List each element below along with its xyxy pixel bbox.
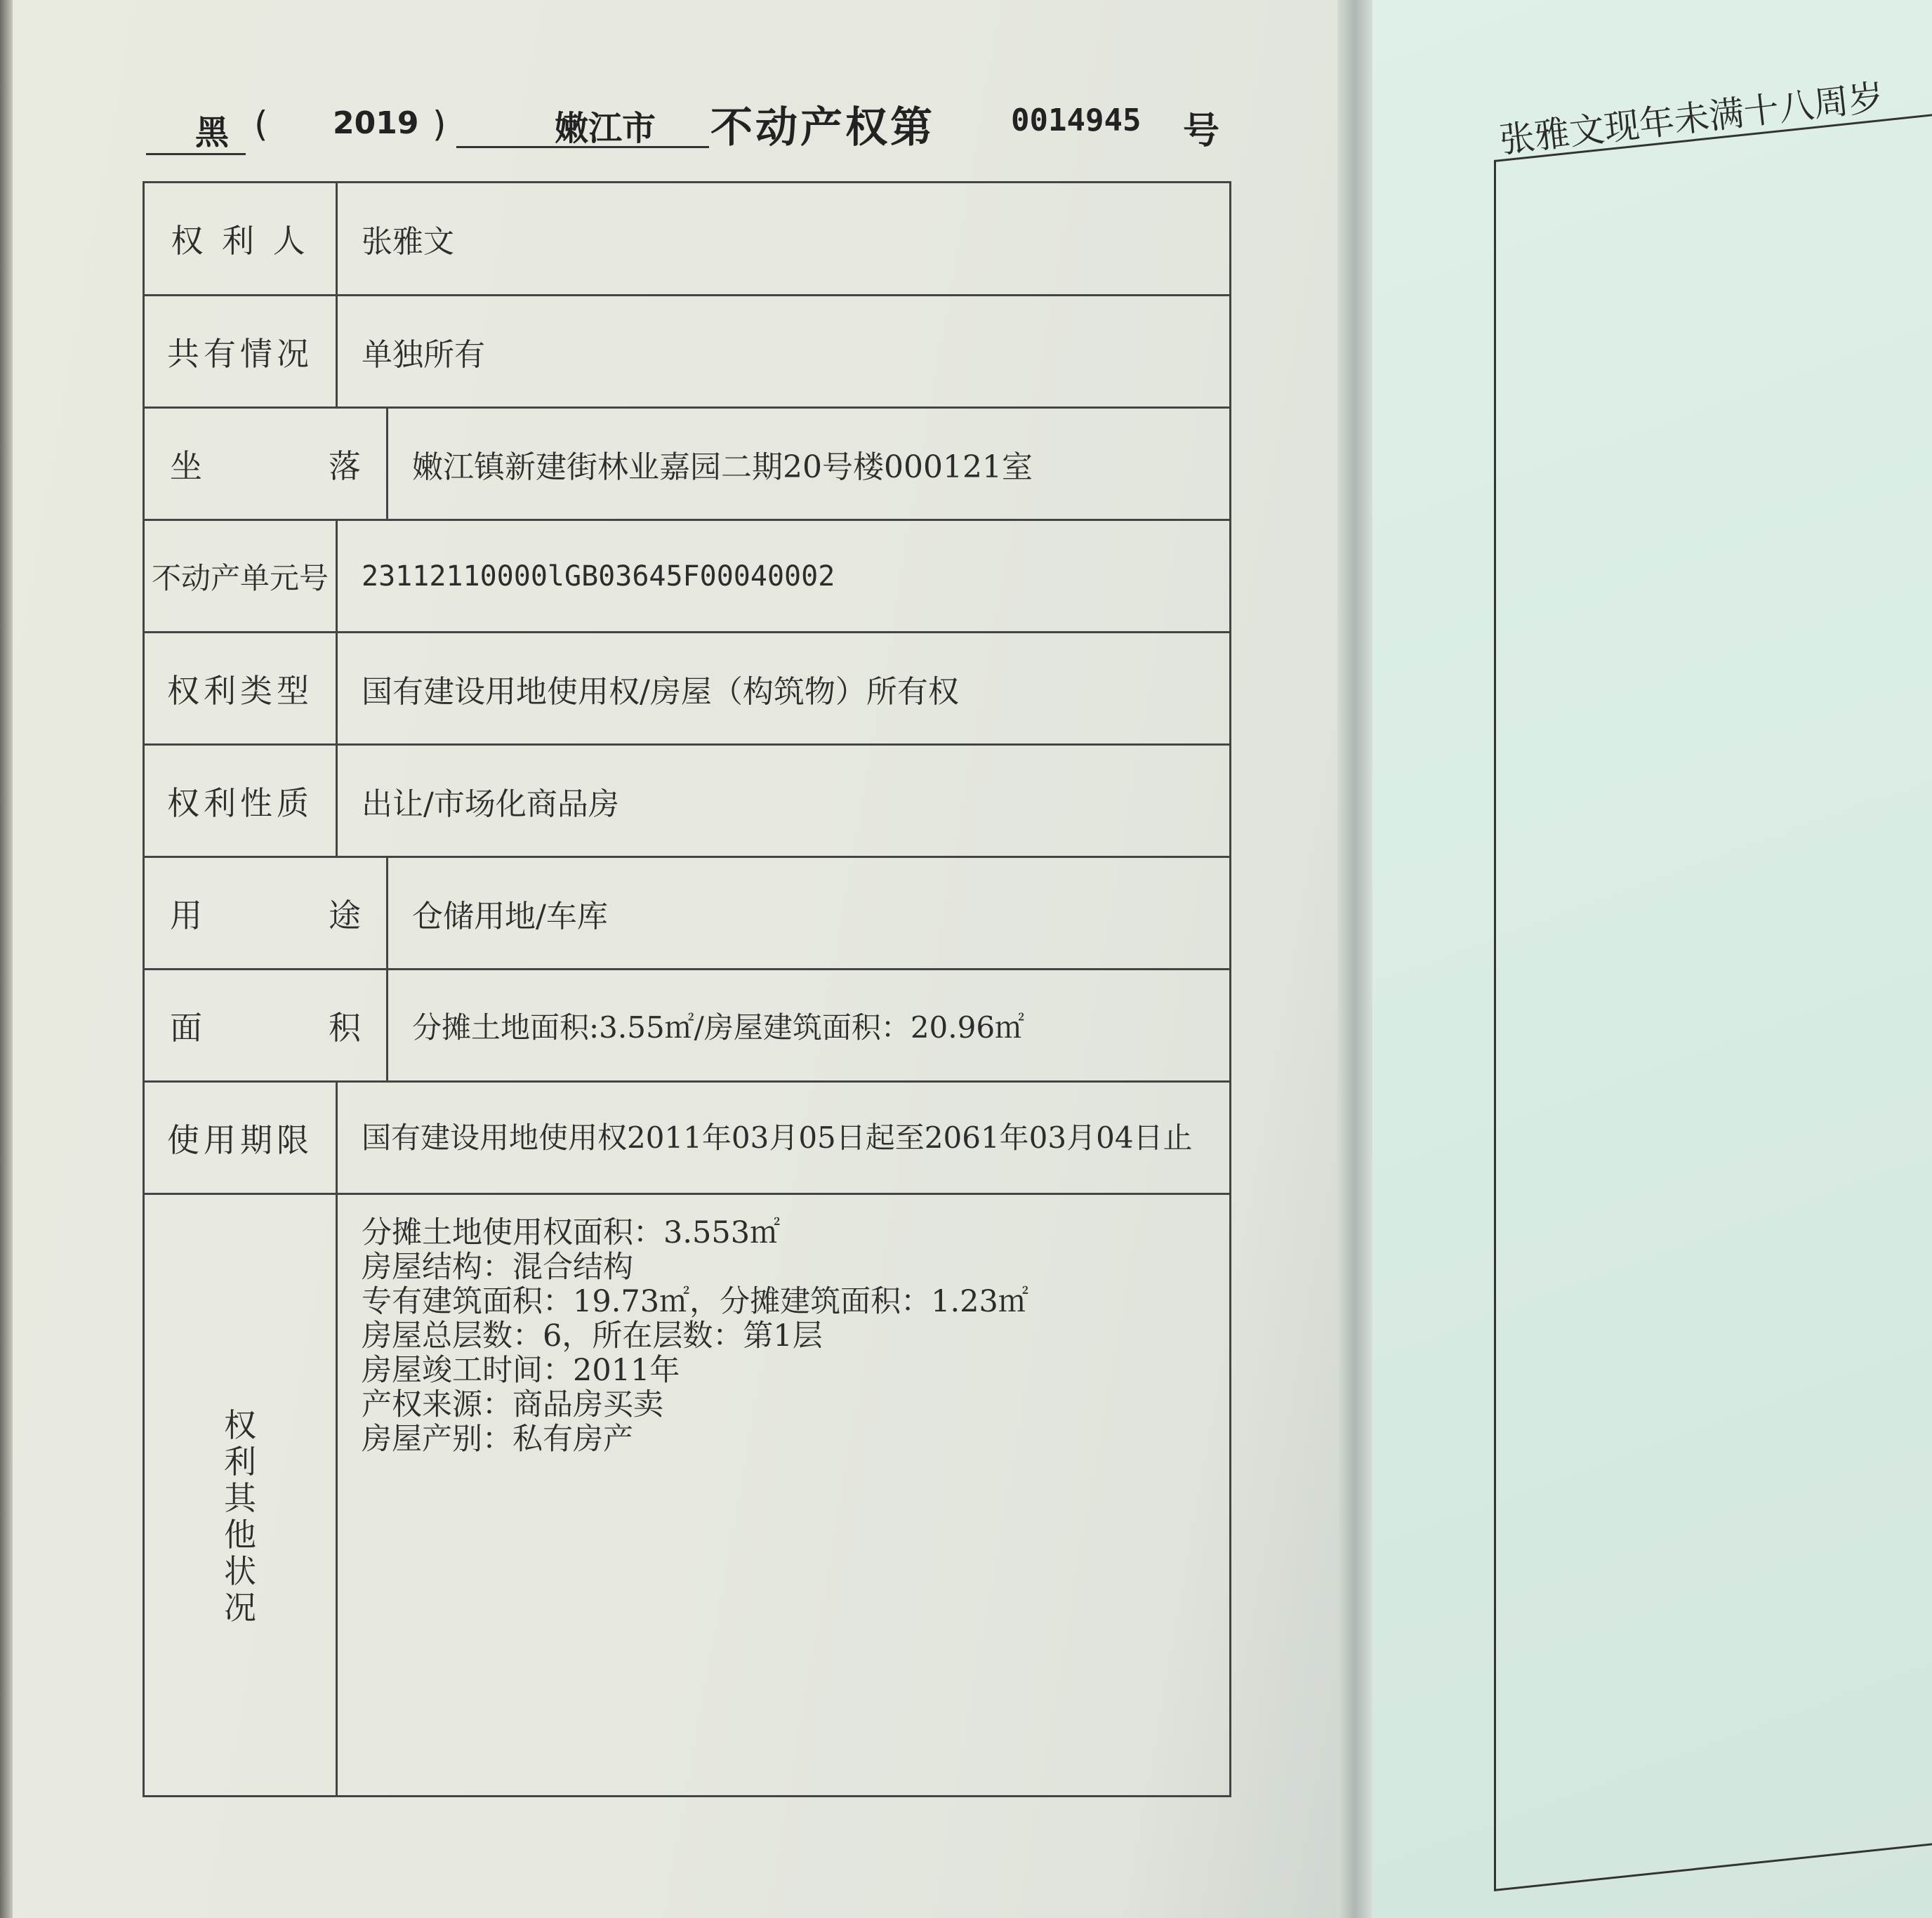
table-row [145, 633, 1229, 746]
property-record-table [143, 181, 1231, 1797]
value-location: 嫩江镇新建街林业嘉园二期20号楼000121室 [412, 449, 1033, 485]
label-usage-char-1: 用 [170, 896, 202, 934]
label-usage [145, 858, 388, 968]
label-other-char: 权 [224, 1406, 256, 1444]
value-term: 国有建设用地使用权2011年03月05日起至2061年03月04日止 [362, 1120, 1193, 1155]
label-other-char: 其 [224, 1479, 256, 1517]
label-right-nature: 权利性质 [145, 746, 338, 856]
label-other-char: 状 [224, 1552, 256, 1590]
other-line: 房屋竣工时间：2011年 [362, 1353, 680, 1388]
book-gutter [1337, 0, 1376, 1918]
label-term: 使用期限 [145, 1083, 338, 1193]
other-line: 房屋总层数：6，所在层数：第1层 [362, 1318, 823, 1354]
table-row [145, 296, 1229, 409]
label-area [145, 970, 388, 1080]
table-row [145, 409, 1229, 521]
value-other-status [338, 1195, 1229, 1795]
label-area-char-1: 面 [170, 1008, 202, 1047]
label-other-status [145, 1195, 338, 1795]
label-rights-holder: 权 利 人 [145, 183, 338, 294]
table-row [145, 521, 1229, 633]
header-cert-number: 0014945 [1011, 102, 1142, 138]
label-right-type: 权利类型 [145, 633, 338, 743]
table-row [145, 746, 1229, 858]
table-row [145, 183, 1229, 296]
label-other-char: 况 [224, 1588, 256, 1627]
value-usage: 仓储用地/车库 [412, 898, 608, 934]
label-unit-number: 不动产单元号 [145, 521, 338, 631]
label-location-char-2: 落 [329, 447, 361, 485]
header-city: 嫩江市 [555, 109, 656, 148]
table-row [145, 970, 1229, 1083]
right-page-frame [1494, 112, 1932, 1891]
value-co-ownership: 单独所有 [362, 336, 485, 373]
other-line: 产权来源：商品房买卖 [362, 1387, 663, 1422]
value-right-type: 国有建设用地使用权/房屋（构筑物）所有权 [362, 673, 959, 710]
other-line: 分摊土地使用权面积：3.553㎡ [362, 1215, 781, 1250]
page-edge [0, 0, 13, 1918]
label-other-char: 利 [224, 1442, 256, 1481]
header-open-paren: ( [254, 104, 268, 145]
header-close-paren: ) [432, 104, 446, 145]
header-year: 2019 [333, 105, 419, 141]
other-line: 房屋产别：私有房产 [362, 1422, 633, 1457]
label-other-char: 他 [224, 1515, 256, 1554]
value-unit-number: 23112110000lGB03645F00040002 [362, 560, 835, 593]
right-page-note: 张雅文现年未满十八周岁 [1497, 77, 1886, 161]
other-line: 房屋结构：混合结构 [362, 1250, 633, 1285]
label-co-ownership: 共有情况 [145, 296, 338, 406]
header-suffix: 号 [1183, 110, 1220, 152]
other-line: 专有建筑面积：19.73㎡，分摊建筑面积：1.23㎡ [362, 1284, 1028, 1319]
value-rights-holder: 张雅文 [362, 224, 454, 260]
label-usage-char-2: 途 [329, 896, 361, 934]
value-right-nature: 出让/市场化商品房 [362, 786, 619, 822]
label-location [145, 409, 388, 519]
table-row [145, 1083, 1229, 1195]
table-row [145, 858, 1229, 970]
value-area: 分摊土地面积:3.55㎡/房屋建筑面积：20.96㎡ [412, 1010, 1025, 1045]
label-area-char-2: 积 [329, 1008, 361, 1047]
label-location-char-1: 坐 [170, 447, 202, 485]
header-province: 黑 [195, 113, 230, 152]
header-title: 不动产权第 [710, 103, 935, 152]
table-row [145, 1195, 1229, 1795]
